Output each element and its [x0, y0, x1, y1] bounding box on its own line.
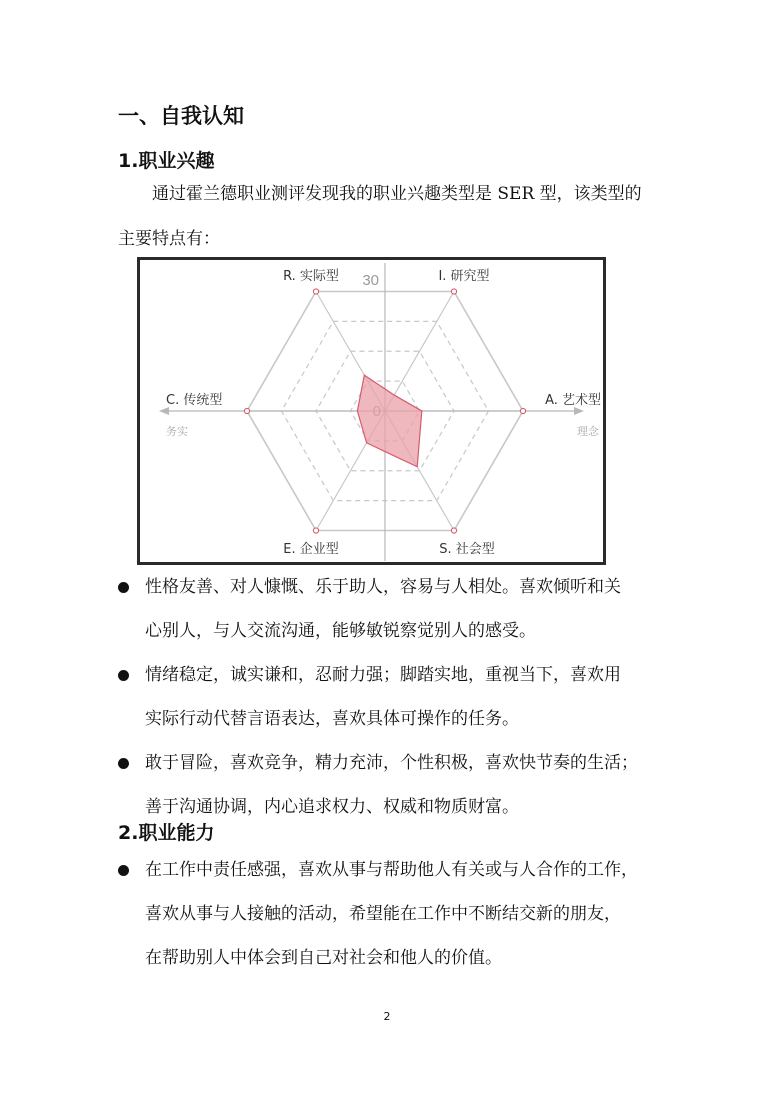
trait-line: 心别人，与人交流沟通，能够敏锐察觉别人的感受。	[145, 621, 536, 641]
ability-line: 喜欢从事与人接触的活动，希望能在工作中不断结交新的朋友，	[145, 904, 621, 924]
axis-vertex-marker	[451, 289, 456, 294]
axis-category-label: E. 企业型	[283, 542, 339, 557]
trait-line: 情绪稳定，诚实谦和，忍耐力强；脚踏实地，重视当下，喜欢用	[145, 665, 621, 685]
ability-item	[118, 848, 663, 980]
trait-line: 善于沟通协调，内心追求权力、权威和物质财富。	[145, 797, 519, 817]
axis-max-label: 30	[362, 272, 379, 289]
subsection-title-ability: 2.职业能力	[118, 822, 215, 844]
bullet-dot	[118, 670, 129, 681]
axis-category-label: S. 社会型	[439, 542, 495, 557]
trait-line: 性格友善、对人慷慨、乐于助人，容易与人相处。喜欢倾听和关	[145, 577, 621, 597]
holland-radar-chart	[137, 257, 606, 565]
axis-vertex-marker	[313, 289, 318, 294]
axis-category-label: R. 实际型	[283, 269, 339, 284]
intro-line-2: 主要特点有：	[118, 229, 220, 249]
ability-line: 在工作中责任感强，喜欢从事与帮助他人有关或与人合作的工作，	[145, 860, 638, 880]
ability-line: 在帮助别人中体会到自己对社会和他人的价值。	[145, 948, 502, 968]
right-note-label: 理念	[577, 425, 599, 438]
trait-item	[118, 565, 663, 653]
bullet-dot	[118, 865, 129, 876]
trait-item	[118, 741, 663, 829]
intro-paragraph	[118, 172, 663, 262]
ability-list	[118, 848, 663, 980]
axis-vertex-marker	[520, 408, 525, 413]
axis-category-label: I. 研究型	[438, 269, 490, 284]
left-note-label: 务实	[166, 425, 188, 438]
trait-line: 敢于冒险，喜欢竞争，精力充沛，个性积极，喜欢快节奏的生活；	[145, 753, 638, 773]
trait-list	[118, 565, 663, 829]
bullet-dot	[118, 758, 129, 769]
section-heading: 一、自我认知	[118, 104, 244, 128]
bullet-dot	[118, 582, 129, 593]
axis-category-label: A. 艺术型	[545, 393, 601, 408]
radar-svg	[137, 257, 606, 565]
trait-line: 实际行动代替言语表达，喜欢具体可操作的任务。	[145, 709, 519, 729]
subsection-title-interest: 1.职业兴趣	[118, 150, 215, 172]
intro-line-1: 通过霍兰德职业测评发现我的职业兴趣类型是 SER 型，该类型的	[152, 184, 642, 204]
page-number: 2	[383, 1010, 391, 1023]
axis-vertex-marker	[313, 528, 318, 533]
axis-vertex-marker	[244, 408, 249, 413]
axis-vertex-marker	[451, 528, 456, 533]
axis-category-label: C. 传统型	[166, 393, 223, 408]
trait-item	[118, 653, 663, 741]
